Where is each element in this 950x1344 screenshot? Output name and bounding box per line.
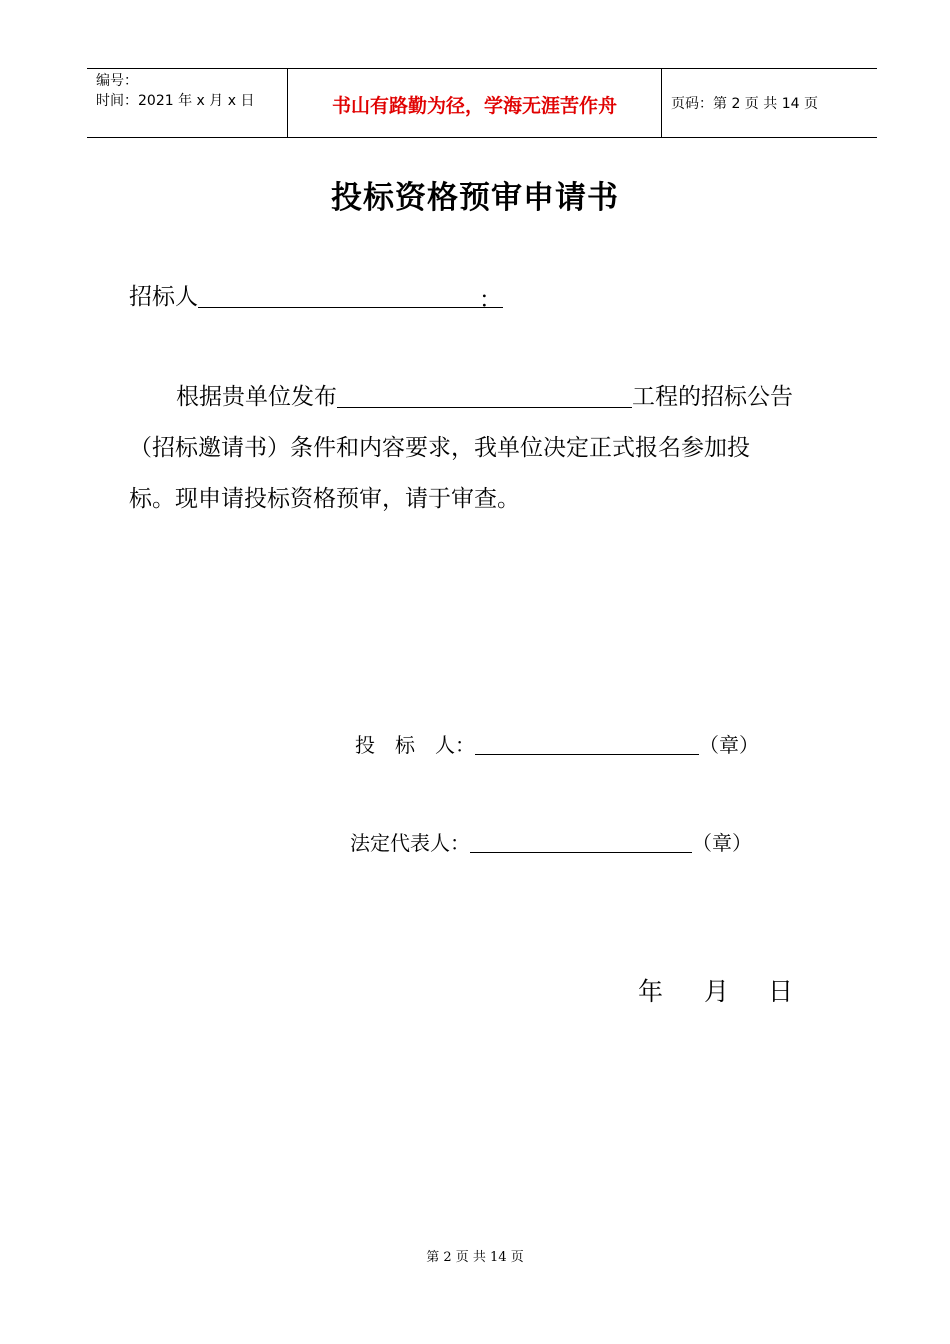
recipient-line xyxy=(129,278,503,311)
header-page-info: 页码：第 2 页 共 14 页 xyxy=(671,96,818,112)
recipient-colon: ： xyxy=(479,287,502,313)
legal-rep-blank[interactable] xyxy=(470,832,692,853)
page-header xyxy=(87,68,877,138)
paragraph-line1-start: 根据贵单位发布 xyxy=(176,384,337,410)
bidder-label: 投 标 人： xyxy=(355,733,475,757)
paragraph-line-3: 标。现申请投标资格预审，请于审查。 xyxy=(129,486,520,512)
bidder-seal: （章） xyxy=(699,733,759,757)
date-line xyxy=(638,972,793,1008)
recipient-blank[interactable] xyxy=(198,283,503,313)
paragraph-line-2: （招标邀请书）条件和内容要求，我单位决定正式报名参加投 xyxy=(129,435,750,461)
bidder-signature-line xyxy=(355,729,759,758)
document-time-label: 时间：2021 年 x 月 x 日 xyxy=(96,93,255,109)
legal-rep-label: 法定代表人： xyxy=(350,831,470,855)
header-motto: 书山有路勤为径，学海无涯苦作舟 xyxy=(288,69,662,137)
legal-rep-signature-line xyxy=(350,827,752,856)
document-title: 投标资格预审申请书 xyxy=(331,180,619,216)
header-meta xyxy=(87,69,288,137)
page-footer: 第 2 页 共 14 页 xyxy=(426,1250,524,1265)
project-name-blank[interactable] xyxy=(337,383,632,408)
date-day: 日 xyxy=(768,977,794,1006)
bidder-blank[interactable] xyxy=(475,734,699,755)
document-number-label: 编号： xyxy=(96,73,138,89)
paragraph-line-1 xyxy=(176,378,793,411)
legal-rep-seal: （章） xyxy=(692,831,752,855)
paragraph-line1-end: 工程的招标公告 xyxy=(632,384,793,410)
date-year: 年 xyxy=(638,977,664,1006)
recipient-label: 招标人 xyxy=(129,284,198,310)
date-month: 月 xyxy=(704,977,730,1006)
